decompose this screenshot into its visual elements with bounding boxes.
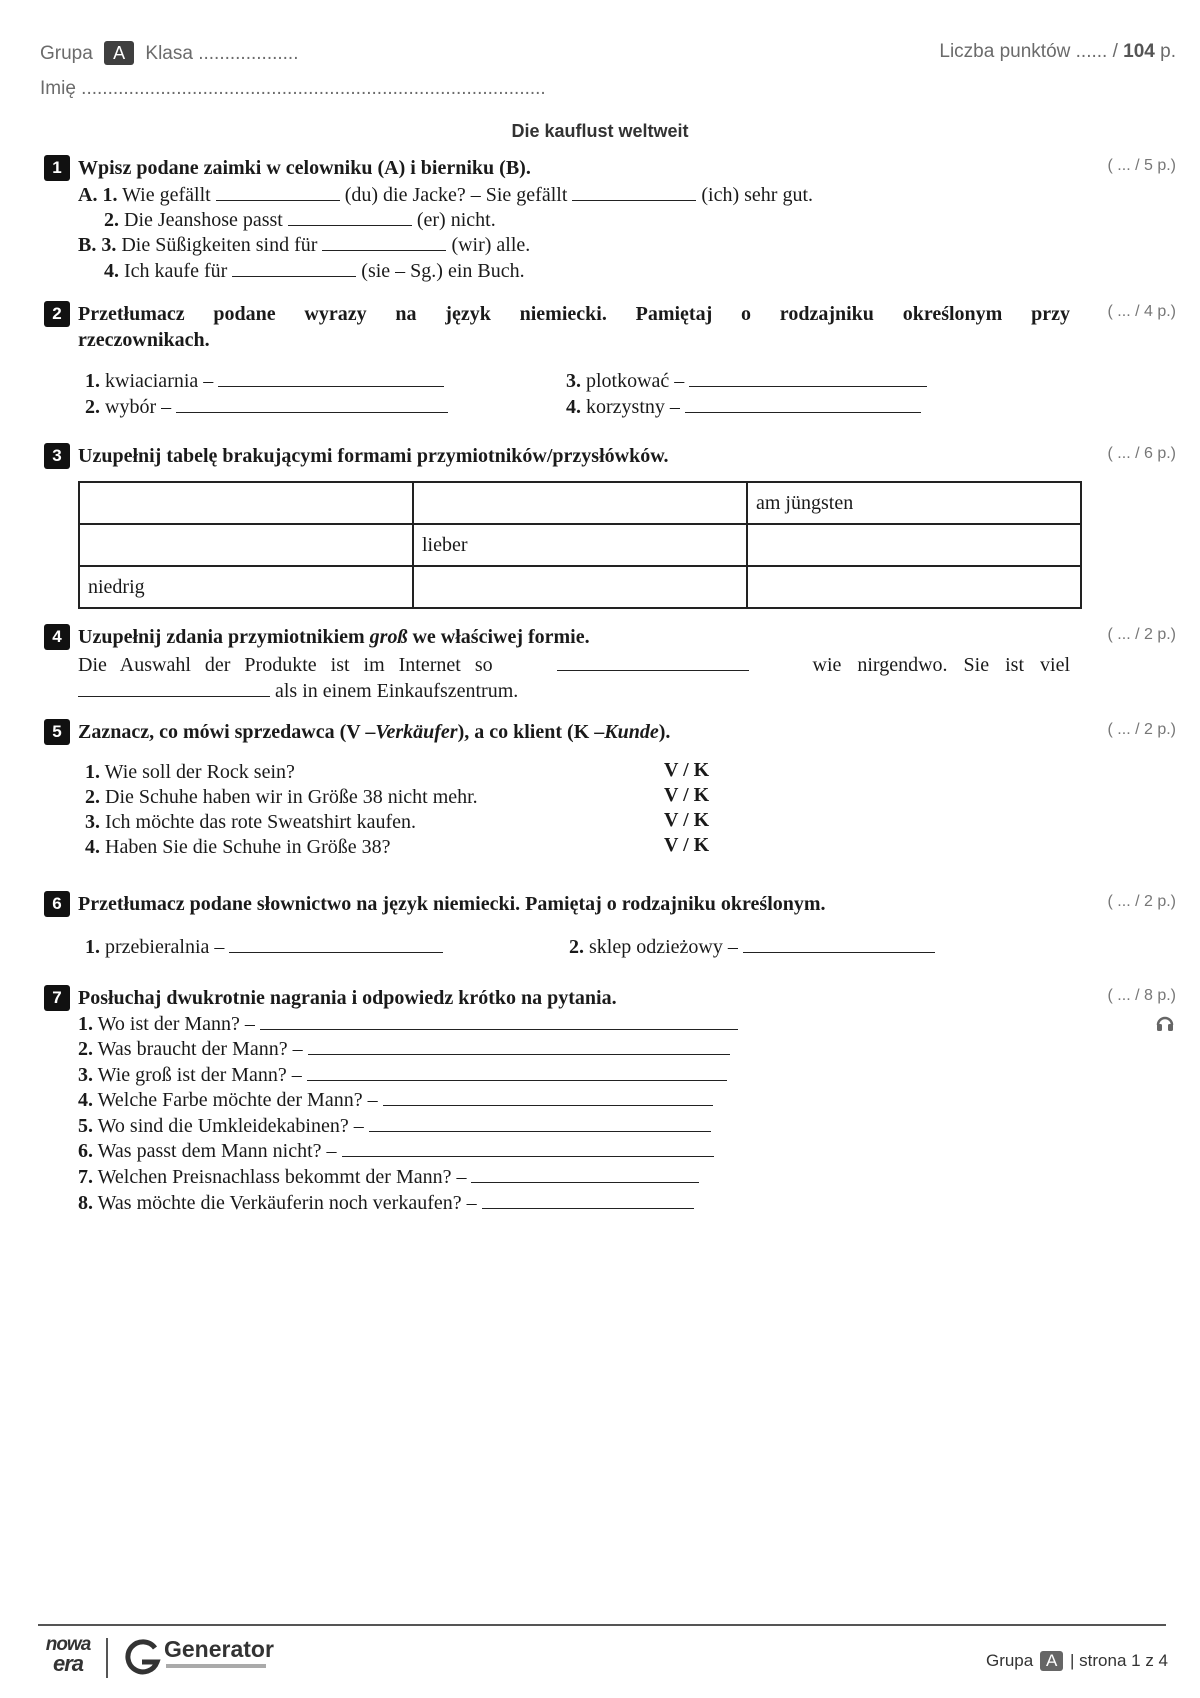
footer-divider <box>38 1624 1166 1626</box>
q7-item-4 <box>78 1086 713 1113</box>
answer-blank[interactable] <box>383 1086 713 1106</box>
item-text: Was passt dem Mann nicht? – <box>97 1140 337 1162</box>
question-2-title-line1: Przetłumacz podane wyrazy na język niemiecki. Pamiętaj o rodzajniku określonym przy <box>78 303 1070 325</box>
points-header <box>939 41 1176 63</box>
footer-group-label: Grupa <box>985 1651 1034 1670</box>
q5-title-kunde: Kunde <box>604 721 659 743</box>
answer-blank[interactable] <box>322 231 446 251</box>
q4-sentence-2 <box>78 677 518 704</box>
item-number: 1. <box>85 370 100 392</box>
q1-line-3 <box>78 231 530 258</box>
question-4-points: ( ... / 2 p.) <box>1107 626 1176 643</box>
question-1-number: 1 <box>44 155 70 181</box>
footer-page-info <box>986 1651 1168 1671</box>
points-label: Liczba punktów ...... / <box>939 41 1118 62</box>
nowa-era-logo <box>40 1634 96 1676</box>
q5-item-3 <box>85 809 416 835</box>
answer-blank[interactable] <box>743 933 935 953</box>
item-text: plotkować – <box>586 370 685 392</box>
forms-table <box>78 481 1082 609</box>
question-7-points: ( ... / 8 p.) <box>1107 987 1176 1004</box>
answer-blank[interactable] <box>218 367 444 387</box>
item-text: Wie soll der Rock sein? <box>104 761 295 783</box>
answer-blank[interactable] <box>471 1163 699 1183</box>
table-cell[interactable] <box>413 566 747 608</box>
item-number: 4. <box>85 836 100 858</box>
q1-n2: 2. <box>104 209 119 231</box>
answer-blank[interactable] <box>260 1010 738 1030</box>
item-text: Was braucht der Mann? – <box>97 1038 303 1060</box>
item-text: Die Schuhe haben wir in Größe 38 nicht mehr. <box>105 786 478 808</box>
item-number: 2. <box>78 1038 93 1060</box>
table-row <box>79 482 1081 524</box>
item-number: 3. <box>566 370 581 392</box>
q1-line-1 <box>78 181 813 208</box>
table-cell: niedrig <box>79 566 413 608</box>
answer-blank[interactable] <box>689 367 927 387</box>
item-number: 1. <box>85 936 100 958</box>
item-number: 8. <box>78 1192 93 1214</box>
question-5-number: 5 <box>44 719 70 745</box>
answer-blank[interactable] <box>78 677 270 697</box>
item-text: Wo sind die Umkleidekabinen? – <box>97 1115 364 1137</box>
v-k-choice[interactable]: V / K <box>664 809 710 831</box>
logo-top: nowa <box>45 1634 91 1655</box>
question-5-points: ( ... / 2 p.) <box>1107 721 1176 738</box>
item-text: przebieralnia – <box>105 936 225 958</box>
q1-l1a: Wie gefällt <box>122 184 211 206</box>
group-badge: A <box>104 41 134 65</box>
q4-text: als in einem Einkaufszentrum. <box>275 680 519 702</box>
question-6-title: Przetłumacz podane słownictwo na język niemiecki. Pamiętaj o rodzajniku określonym. <box>78 893 826 915</box>
q1-l3b: (wir) alle. <box>451 234 531 256</box>
q5-title-part: ). <box>658 721 671 743</box>
q5-title-part: Zaznacz, co mówi sprzedawca (V – <box>78 721 376 743</box>
q2-item-1 <box>85 367 444 394</box>
q7-item-7 <box>78 1163 699 1190</box>
q5-title-part: ), a co klient (K – <box>457 721 605 743</box>
table-cell[interactable] <box>413 482 747 524</box>
item-text: Welchen Preisnachlass bekommt der Mann? – <box>97 1166 467 1188</box>
q7-item-2 <box>78 1035 730 1062</box>
answer-blank[interactable] <box>308 1035 730 1055</box>
generator-logo-icon <box>122 1638 162 1678</box>
answer-blank[interactable] <box>216 181 340 201</box>
item-number: 2. <box>569 936 584 958</box>
item-text: Wie groß ist der Mann? – <box>97 1064 302 1086</box>
table-cell: am jüngsten <box>747 482 1081 524</box>
question-2-number: 2 <box>44 301 70 327</box>
q1-b-prefix: B. 3. <box>78 234 117 256</box>
item-text: Was möchte die Verkäuferin noch verkaufen? – <box>97 1192 477 1214</box>
v-k-choice[interactable]: V / K <box>664 784 710 806</box>
question-2-points: ( ... / 4 p.) <box>1107 303 1176 320</box>
answer-blank[interactable] <box>685 393 921 413</box>
item-text: sklep odzieżowy – <box>589 936 738 958</box>
answer-blank[interactable] <box>288 206 412 226</box>
generator-subline <box>166 1664 266 1668</box>
q1-l4a: Ich kaufe für <box>124 260 228 282</box>
table-cell: lieber <box>413 524 747 566</box>
answer-blank[interactable] <box>369 1112 711 1132</box>
q5-item-2 <box>85 784 478 810</box>
question-3-number: 3 <box>44 443 70 469</box>
item-text: korzystny – <box>586 396 680 418</box>
item-number: 2. <box>85 396 100 418</box>
q2-item-4 <box>566 393 921 420</box>
answer-blank[interactable] <box>572 181 696 201</box>
question-7-number: 7 <box>44 985 70 1011</box>
answer-blank[interactable] <box>307 1061 727 1081</box>
footer-page-number: | strona 1 z 4 <box>1070 1651 1168 1670</box>
table-cell[interactable] <box>747 524 1081 566</box>
document-title: Die kauflust weltweit <box>511 121 689 141</box>
answer-blank[interactable] <box>342 1137 714 1157</box>
v-k-choice[interactable]: V / K <box>664 759 710 781</box>
name-field-label: Imię ........................................................................................ <box>40 78 546 99</box>
q1-l2b: (er) nicht. <box>416 209 496 231</box>
answer-blank[interactable] <box>229 933 443 953</box>
question-6-points: ( ... / 2 p.) <box>1107 893 1176 910</box>
logo-separator <box>106 1638 108 1678</box>
q4-text: wie nirgendwo. Sie ist viel <box>812 654 1070 676</box>
q6-item-2 <box>569 933 935 960</box>
item-number: 4. <box>78 1089 93 1111</box>
header-left <box>40 41 299 65</box>
q4-title-word: groß <box>369 626 408 648</box>
question-3-title: Uzupełnij tabelę brakującymi formami przymiotników/przysłówków. <box>78 445 669 467</box>
v-k-choice[interactable]: V / K <box>664 834 710 856</box>
question-1-title: Wpisz podane zaimki w celowniku (A) i bierniku (B). <box>78 157 531 179</box>
q1-line-4 <box>104 257 525 284</box>
q7-item-3 <box>78 1061 727 1088</box>
q1-n4: 4. <box>104 260 119 282</box>
q7-item-1 <box>78 1010 738 1037</box>
points-total: 104 <box>1123 41 1155 62</box>
table-row <box>79 566 1081 608</box>
answer-blank[interactable] <box>176 393 448 413</box>
q4-text: Die Auswahl der Produkte ist im Internet so <box>78 654 493 676</box>
item-number: 1. <box>78 1013 93 1035</box>
table-cell[interactable] <box>79 524 413 566</box>
logo-bottom: era <box>52 1651 84 1676</box>
item-number: 3. <box>85 811 100 833</box>
q4-sentence-1 <box>78 651 1070 678</box>
item-number: 7. <box>78 1166 93 1188</box>
answer-blank[interactable] <box>232 257 356 277</box>
item-number: 3. <box>78 1064 93 1086</box>
item-text: kwiaciarnia – <box>105 370 214 392</box>
q1-l1b: (du) die Jacke? – Sie gefällt <box>344 184 568 206</box>
item-text: Welche Farbe möchte der Mann? – <box>97 1089 378 1111</box>
table-row <box>79 524 1081 566</box>
q2-item-2 <box>85 393 448 420</box>
q4-title-part: we właściwej formie. <box>412 626 590 648</box>
q1-l4b: (sie – Sg.) ein Buch. <box>361 260 525 282</box>
q7-item-5 <box>78 1112 711 1139</box>
question-4-title <box>78 624 590 650</box>
q1-l1c: (ich) sehr gut. <box>701 184 814 206</box>
item-text: Wo ist der Mann? – <box>97 1013 255 1035</box>
item-number: 1. <box>85 761 100 783</box>
q1-a-prefix: A. 1. <box>78 184 118 206</box>
answer-blank[interactable] <box>482 1189 694 1209</box>
item-text: wybór – <box>105 396 172 418</box>
item-number: 4. <box>566 396 581 418</box>
group-label: Grupa <box>40 43 93 64</box>
q5-item-4 <box>85 834 390 860</box>
question-5-title <box>78 719 670 745</box>
footer-group-badge: A <box>1040 1651 1063 1671</box>
question-3-points: ( ... / 6 p.) <box>1107 445 1176 462</box>
q5-title-verkaeufer: Verkäufer <box>375 721 458 743</box>
question-6-number: 6 <box>44 891 70 917</box>
question-7-title: Posłuchaj dwukrotnie nagrania i odpowiedz krótko na pytania. <box>78 987 617 1009</box>
q5-item-1 <box>85 759 295 785</box>
q1-line-2 <box>104 206 496 233</box>
table-cell[interactable] <box>79 482 413 524</box>
headphones-icon <box>1154 1011 1176 1033</box>
q2-item-3 <box>566 367 927 394</box>
q7-item-6 <box>78 1137 714 1164</box>
item-number: 6. <box>78 1140 93 1162</box>
q6-item-1 <box>85 933 443 960</box>
question-2-title-line2: rzeczownikach. <box>78 329 210 351</box>
item-text: Ich möchte das rote Sweatshirt kaufen. <box>105 811 417 833</box>
item-number: 2. <box>85 786 100 808</box>
q7-item-8 <box>78 1189 694 1216</box>
question-1-points: ( ... / 5 p.) <box>1107 157 1176 174</box>
table-cell[interactable] <box>747 566 1081 608</box>
q1-l3a: Die Süßigkeiten sind für <box>121 234 318 256</box>
item-number: 5. <box>78 1115 93 1137</box>
generator-wordmark: Generator <box>164 1636 274 1662</box>
q1-l2a: Die Jeanshose passt <box>124 209 283 231</box>
question-4-number: 4 <box>44 624 70 650</box>
q4-title-part: Uzupełnij zdania przymiotnikiem <box>78 626 365 648</box>
item-text: Haben Sie die Schuhe in Größe 38? <box>105 836 391 858</box>
points-unit: p. <box>1160 41 1176 62</box>
class-field-label: Klasa ................... <box>145 43 299 64</box>
answer-blank[interactable] <box>557 651 749 671</box>
